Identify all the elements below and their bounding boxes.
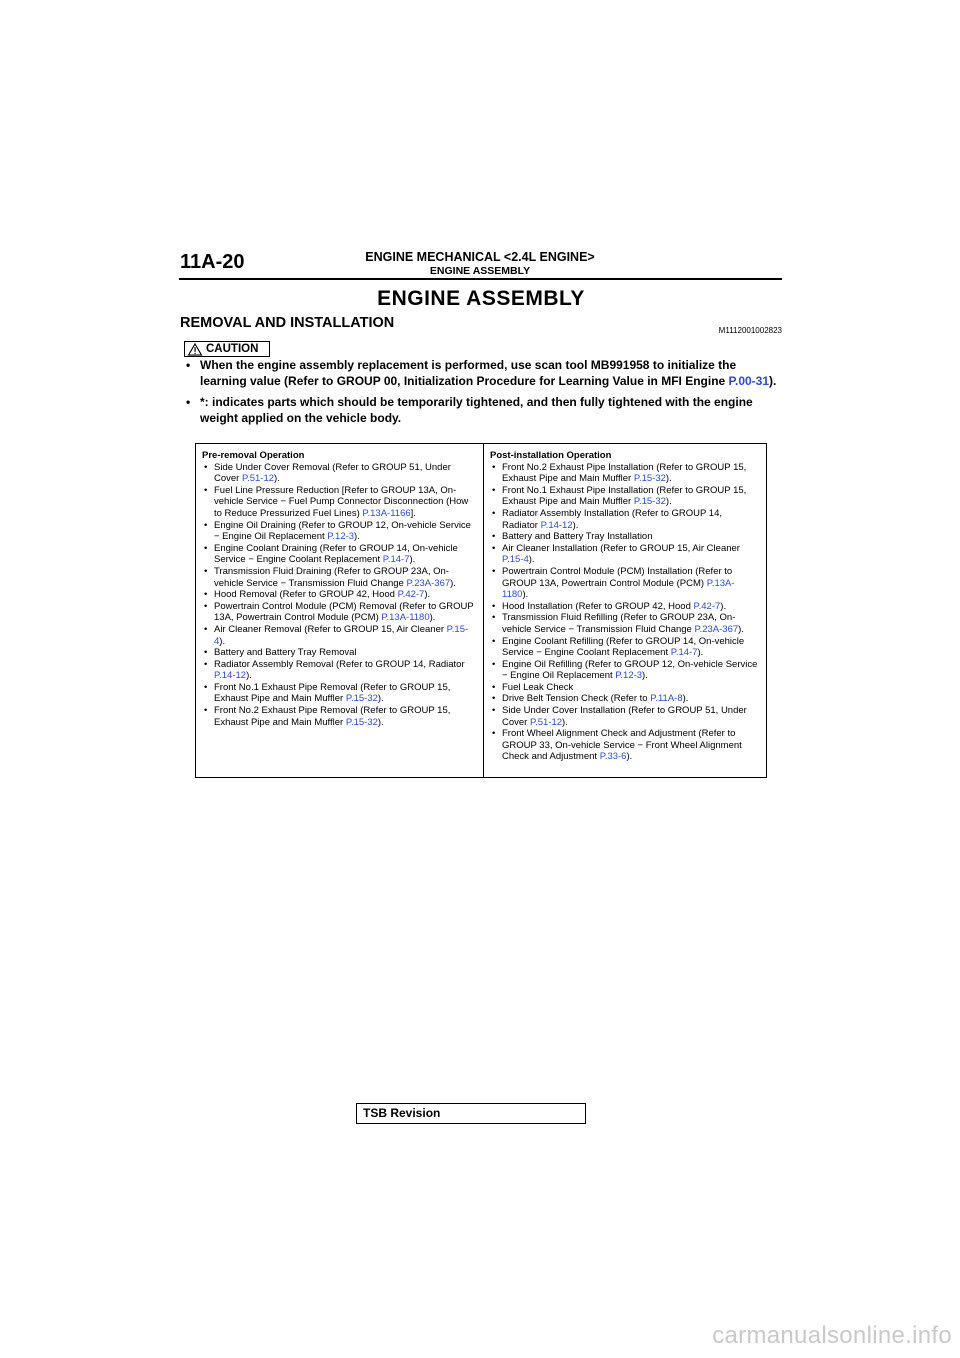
operation-item: [490, 705, 760, 728]
item-bullet: •: [204, 681, 208, 693]
item-text: Side Under Cover Installation (Refer to GROUP 51, Under Cover: [502, 705, 747, 728]
item-text: Engine Oil Refilling (Refer to GROUP 12, On-vehicle Service − Engine Oil Replacement: [502, 658, 758, 682]
note-text: *: indicates parts which should be temporarily tightened, and then fully tightened with the engine weight applied on the vehicle body.: [200, 395, 753, 425]
item-bullet: •: [492, 542, 496, 554]
operation-item: [490, 485, 760, 508]
operation-item: [202, 601, 477, 624]
item-bullet: •: [204, 658, 208, 670]
caution-note: [184, 357, 782, 389]
item-bullet: •: [492, 612, 496, 624]
note-text-end: ).: [769, 374, 777, 388]
item-bullet: •: [492, 705, 496, 717]
page-link[interactable]: P.51-12: [529, 716, 563, 728]
page-link[interactable]: P.15-4: [502, 554, 529, 566]
operation-item: [490, 636, 760, 659]
page-link[interactable]: P.51-12: [241, 473, 275, 485]
item-text-end: ).: [450, 577, 456, 589]
page-link[interactable]: P.12-3: [327, 531, 355, 543]
watermark: carmanualsonline.info: [712, 1322, 952, 1349]
item-text-end: ).: [528, 554, 535, 566]
page-link[interactable]: P.15-32: [633, 473, 666, 485]
operation-item: [202, 647, 477, 659]
item-bullet: •: [492, 565, 496, 577]
item-bullet: •: [204, 623, 208, 635]
item-bullet: •: [492, 635, 496, 647]
item-text: Air Cleaner Removal (Refer to GROUP 15, Air Cleaner: [214, 623, 447, 635]
page-title: ENGINE ASSEMBLY: [377, 287, 585, 310]
operation-item: [490, 601, 760, 613]
page-link[interactable]: P.12-3: [615, 670, 643, 682]
note-bullet: •: [186, 395, 191, 409]
item-text: Radiator Assembly Removal (Refer to GROUP 14, Radiator: [214, 658, 465, 670]
operation-item: [202, 589, 477, 601]
post-installation-list: [490, 462, 760, 763]
item-text: Front No.2 Exhaust Pipe Installation (Refer to GROUP 15, Exhaust Pipe and Main Muffler: [502, 461, 747, 485]
page-link[interactable]: P.13A-1180: [381, 612, 430, 624]
page-link[interactable]: P.42-7: [397, 589, 425, 601]
caution-label: CAUTION: [206, 343, 259, 355]
item-text: Air Cleaner Installation (Refer to GROUP 15, Air Cleaner: [502, 542, 740, 554]
operations-table: [195, 443, 767, 778]
item-text-end: ).: [572, 519, 579, 531]
section-code: M1112001002823: [718, 326, 782, 335]
item-text-end: ).: [246, 670, 252, 682]
item-text: Engine Coolant Refilling (Refer to GROUP 14, On-vehicle Service − Engine Coolant Replacement: [502, 635, 745, 659]
item-text: Powertrain Control Module (PCM) Installation (Refer to GROUP 13A, Powertrain Control Module (PCM): [502, 565, 733, 589]
item-text: Battery and Battery Tray Installation: [502, 531, 653, 543]
page-link[interactable]: P.11A-8: [650, 693, 683, 705]
page-link[interactable]: P.33-6: [599, 751, 627, 763]
operation-item: [490, 531, 760, 543]
page-link[interactable]: P.14-12: [540, 519, 573, 531]
item-bullet: •: [204, 484, 208, 496]
post-installation-heading: Post-installation Operation: [490, 450, 612, 461]
tsb-revision-label: TSB Revision: [363, 1106, 441, 1120]
operation-item: [490, 682, 760, 694]
tsb-revision-box: [356, 1103, 586, 1124]
operation-item: [202, 485, 477, 520]
page-link[interactable]: P.14-7: [382, 554, 410, 566]
item-text: Front Wheel Alignment Check and Adjustment (Refer to GROUP 33, On-vehicle Service − Front Wheel Alignment Check and Adjustment: [502, 728, 742, 763]
item-text-end: ).: [665, 473, 672, 485]
item-text: Side Under Cover Removal (Refer to GROUP 51, Under Cover: [214, 461, 451, 485]
note-text: When the engine assembly replacement is performed, use scan tool MB991958 to initialize the learning value (Refer to GROUP 00, Initialization Procedure for Learning Value in MFI Engine: [200, 358, 737, 388]
item-text-end: ).: [562, 716, 568, 728]
pre-removal-list: [202, 462, 477, 729]
page-link[interactable]: P.13A-1166: [362, 507, 411, 519]
item-text-end: ).: [522, 589, 529, 601]
item-text: Fuel Leak Check: [502, 681, 574, 693]
operation-item: [490, 612, 760, 635]
item-bullet: •: [204, 461, 208, 473]
operation-item: [490, 659, 760, 682]
operation-item: [490, 543, 760, 566]
item-bullet: •: [204, 565, 208, 577]
caution-note: [184, 394, 782, 426]
item-text: Hood Removal (Refer to GROUP 42, Hood: [214, 589, 398, 601]
item-text-end: ).: [738, 623, 744, 635]
caution-notes: [184, 357, 782, 431]
item-bullet: •: [492, 728, 496, 740]
item-bullet: •: [204, 589, 208, 601]
item-bullet: •: [204, 542, 208, 554]
item-text: Drive Belt Tension Check (Refer to: [502, 693, 651, 705]
item-bullet: •: [204, 600, 208, 612]
item-bullet: •: [492, 507, 496, 519]
item-text: Radiator Assembly Installation (Refer to GROUP 14, Radiator: [502, 507, 723, 531]
item-text-end: ).: [219, 635, 226, 647]
post-installation-column: [483, 444, 766, 777]
item-bullet: •: [492, 461, 496, 473]
item-bullet: •: [204, 519, 208, 531]
item-bullet: •: [492, 658, 496, 670]
item-text: Engine Coolant Draining (Refer to GROUP 14, On-vehicle Service − Engine Coolant Replacement: [214, 542, 458, 566]
warning-triangle-icon: [187, 343, 203, 356]
item-bullet: •: [492, 531, 496, 543]
page-link[interactable]: P.15-4: [214, 623, 469, 647]
group-title: ENGINE MECHANICAL <2.4L ENGINE>: [365, 250, 595, 264]
page-link[interactable]: P.13A-1180: [502, 577, 735, 601]
item-text-end: ).: [354, 531, 360, 543]
item-bullet: •: [492, 484, 496, 496]
pre-removal-heading: Pre-removal Operation: [202, 450, 305, 461]
item-text-end: ).: [377, 716, 384, 728]
page-link[interactable]: P.14-7: [670, 647, 698, 659]
page-link[interactable]: P.42-7: [693, 600, 721, 612]
page-link[interactable]: P.15-32: [633, 496, 666, 508]
page-number: 11A-20: [180, 251, 245, 273]
item-text: Front No.2 Exhaust Pipe Removal (Refer to GROUP 15, Exhaust Pipe and Main Muffler: [214, 705, 451, 728]
item-text-end: ).: [720, 600, 727, 612]
operation-item: [490, 508, 760, 531]
item-text-end: ).: [682, 693, 689, 705]
operation-item: [202, 705, 477, 728]
item-text-end: ).: [409, 554, 416, 566]
operation-item: [490, 693, 760, 705]
item-bullet: •: [492, 693, 496, 705]
operation-item: [202, 659, 477, 682]
page-link[interactable]: P.23A-367: [406, 577, 451, 589]
page-link[interactable]: P.14-12: [214, 670, 247, 682]
item-text: Hood Installation (Refer to GROUP 42, Hood: [502, 600, 694, 612]
operation-item: [202, 682, 477, 705]
item-text: Transmission Fluid Draining (Refer to GROUP 23A, On-vehicle Service − Transmission Fluid Change: [214, 565, 449, 589]
item-text: Fuel Line Pressure Reduction [Refer to GROUP 13A, On-vehicle Service − Fuel Pump Connector Disconnection (How to Reduce Pressurized Fuel Lines): [214, 484, 469, 519]
page-link[interactable]: P.15-32: [345, 716, 378, 728]
caution-label-box: [184, 341, 270, 357]
note-bullet: •: [186, 358, 191, 372]
header-subtitle: ENGINE ASSEMBLY: [429, 265, 531, 277]
item-text-end: ).: [429, 612, 436, 624]
operation-item: [202, 520, 477, 543]
item-text: Powertrain Control Module (PCM) Removal (Refer to GROUP 13A, Powertrain Control Module (PCM): [214, 600, 474, 624]
page-link[interactable]: P.23A-367: [694, 623, 739, 635]
operation-item: [490, 728, 760, 763]
item-text: Battery and Battery Tray Removal: [214, 647, 357, 659]
operation-item: [202, 462, 477, 485]
section-title: REMOVAL AND INSTALLATION: [180, 315, 395, 331]
item-bullet: •: [492, 600, 496, 612]
page-link[interactable]: P.15-32: [345, 693, 378, 705]
item-text-end: ).: [642, 670, 648, 682]
item-bullet: •: [204, 647, 208, 659]
item-bullet: •: [492, 681, 496, 693]
page-link[interactable]: P.00-31: [728, 374, 770, 388]
operation-item: [202, 543, 477, 566]
item-text: Engine Oil Draining (Refer to GROUP 12, On-vehicle Service − Engine Oil Replacement: [214, 519, 471, 543]
item-bullet: •: [204, 705, 208, 717]
item-text-end: ].: [410, 507, 416, 519]
operation-item: [202, 624, 477, 647]
operation-item: [490, 566, 760, 601]
item-text-end: ).: [697, 647, 704, 659]
operation-item: [202, 566, 477, 589]
item-text-end: ).: [665, 496, 672, 508]
item-text-end: ).: [274, 473, 280, 485]
item-text: Front No.1 Exhaust Pipe Removal (Refer to GROUP 15, Exhaust Pipe and Main Muffler: [214, 681, 451, 705]
header-divider: [179, 278, 782, 280]
operation-item: [490, 462, 760, 485]
item-text-end: ).: [626, 751, 633, 763]
item-text-end: ).: [424, 589, 431, 601]
item-text: Front No.1 Exhaust Pipe Installation (Refer to GROUP 15, Exhaust Pipe and Main Muffler: [502, 484, 747, 508]
item-text: Transmission Fluid Refilling (Refer to GROUP 23A, On-vehicle Service − Transmission Fluid Change: [502, 612, 736, 635]
item-text-end: ).: [377, 693, 384, 705]
pre-removal-column: [196, 444, 483, 777]
